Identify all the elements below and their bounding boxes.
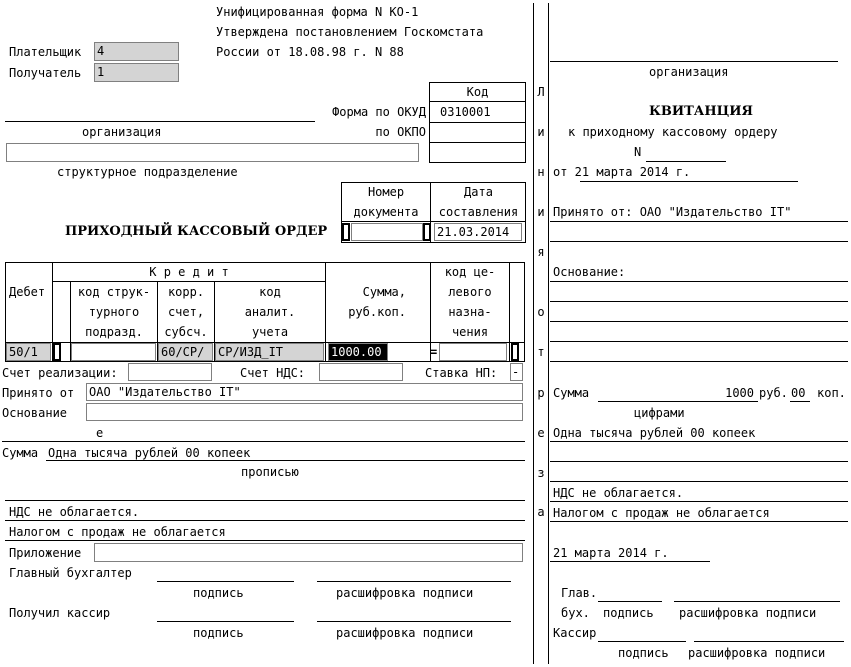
receiver-field[interactable]: 1: [94, 63, 179, 82]
code-struct-header-2: турного: [88, 305, 140, 319]
np-text: Налогом с продаж не облагается: [9, 525, 226, 539]
form-header-line2: Утверждена постановлением Госкомстата: [216, 25, 484, 39]
realization-account-input[interactable]: [128, 363, 212, 381]
debit-header: Дебет: [9, 285, 46, 299]
receipt-buh-label: бух.: [561, 606, 590, 620]
attachment-input[interactable]: [94, 543, 523, 562]
receipt-cashier-decode-label: расшифровка подписи: [688, 646, 826, 660]
receiver-label: Получатель: [9, 66, 82, 80]
nds-account-input[interactable]: [319, 363, 403, 381]
tear-letter-10: з: [537, 466, 545, 480]
basis-continuation: е: [96, 426, 104, 440]
sum-header-2: руб.коп.: [348, 305, 406, 319]
tear-letter-5: я: [537, 245, 545, 259]
tear-letter-7: т: [537, 345, 545, 359]
receipt-cashier-sign-label: подпись: [618, 646, 669, 660]
equals-sign: =: [430, 345, 438, 359]
chief-sign-label: подпись: [193, 586, 244, 600]
form-header-line1: Унифицированная форма N КО-1: [216, 5, 419, 19]
np-rate-label: Ставка НП:: [425, 366, 498, 380]
sum-input[interactable]: 1000.00: [328, 343, 388, 361]
cashier-decode-label: расшифровка подписи: [336, 626, 474, 640]
anal-header-2: аналит.: [244, 305, 296, 319]
basis-input[interactable]: [86, 403, 523, 421]
tear-line-right: [548, 3, 549, 664]
receipt-date: от 21 марта 2014 г.: [553, 165, 691, 179]
okpo-label: по ОКПО: [375, 125, 426, 139]
corr-header-3: субсч.: [164, 325, 208, 339]
credit-header: К р е д и т: [149, 265, 229, 279]
okud-value: 0310001: [440, 105, 491, 119]
cashier-sign-label: подпись: [193, 626, 244, 640]
code-struct-header-1: код струк-: [77, 285, 151, 299]
code-struct-header-3: подразд.: [85, 325, 143, 339]
accepted-from-label: Принято от: [2, 386, 75, 400]
purpose-header-1: код це-: [444, 265, 496, 279]
doc-date-header-2: составления: [438, 205, 519, 219]
tear-letter-3: н: [537, 165, 545, 179]
payer-label: Плательщик: [9, 45, 82, 59]
doc-number-header-2: документа: [353, 205, 419, 219]
tear-letter-6: о: [537, 305, 545, 319]
receipt-rub-label: руб.: [759, 386, 788, 400]
tear-letter-1: Л: [537, 85, 545, 99]
receipt-sum-in-words: Одна тысяча рублей 00 копеек: [553, 426, 756, 440]
structural-unit-label: структурное подразделение: [57, 165, 238, 179]
receipt-subtitle: к приходному кассовому ордеру: [568, 125, 778, 139]
receipt-cashier-label: Кассир: [553, 626, 597, 640]
chief-accountant-label: Главный бухгалтер: [9, 566, 132, 580]
tear-letter-11: а: [537, 505, 545, 519]
receipt-buh-decode-label: расшифровка подписи: [679, 606, 817, 620]
document-title: ПРИХОДНЫЙ КАССОВЫЙ ОРДЕР: [65, 224, 328, 239]
receipt-digits-label: цифрами: [634, 406, 685, 420]
receipt-sum-label: Сумма: [553, 386, 590, 400]
sum-header-1: Сумма,: [362, 285, 406, 299]
tear-letter-9: е: [537, 426, 545, 440]
cashier-label: Получил кассир: [9, 606, 111, 620]
structural-unit-input[interactable]: [6, 143, 419, 162]
sum-in-words: Одна тысяча рублей 00 копеек: [48, 446, 251, 460]
anal-header-1: код: [259, 285, 281, 299]
corr-header-2: счет,: [167, 305, 205, 319]
in-words-label: прописью: [241, 465, 299, 479]
payer-field[interactable]: 4: [94, 42, 179, 61]
purpose-header-4: чения: [451, 325, 489, 339]
receipt-np-text: Налогом с продаж не облагается: [553, 506, 770, 520]
codes-header: Код: [466, 85, 489, 99]
corr-header-1: корр.: [167, 285, 205, 299]
doc-date-input[interactable]: 21.03.2014: [434, 223, 522, 241]
receipt-accepted-from: Принято от: ОАО "Издательство IT": [553, 205, 792, 219]
realization-account-label: Счет реализации:: [2, 366, 118, 380]
purpose-code-input[interactable]: [439, 343, 507, 361]
receipt-date-bottom: 21 марта 2014 г.: [553, 546, 669, 560]
anal-code-input[interactable]: СР/ИЗД_IT: [215, 343, 324, 361]
receipt-buh-sign-label: подпись: [603, 606, 654, 620]
doc-date-header-1: Дата: [464, 185, 493, 199]
doc-number-input[interactable]: [351, 223, 423, 241]
chief-decode-label: расшифровка подписи: [336, 586, 474, 600]
receipt-sum-rub: 1000: [725, 386, 754, 400]
tear-line-left: [533, 3, 534, 664]
organization-label: организация: [82, 125, 162, 139]
tear-letter-8: р: [537, 386, 545, 400]
purpose-header-2: левого: [448, 285, 492, 299]
receipt-nds-text: НДС не облагается.: [553, 486, 684, 500]
receipt-basis-label: Основание:: [553, 265, 626, 279]
receipt-org-label: организация: [649, 65, 729, 79]
nds-account-label: Счет НДС:: [240, 366, 306, 380]
basis-label: Основание: [2, 406, 68, 420]
receipt-glav-label: Глав.: [561, 586, 598, 600]
okud-label: Форма по ОКУД: [332, 105, 426, 119]
np-rate-input[interactable]: -: [510, 363, 523, 381]
receipt-kop-label: коп.: [817, 386, 846, 400]
attachment-label: Приложение: [9, 546, 82, 560]
sum-label: Сумма: [2, 446, 39, 460]
code-struct-input[interactable]: [71, 343, 156, 361]
debit-input[interactable]: 50/1: [6, 343, 51, 361]
receipt-sum-kop: 00: [791, 386, 806, 400]
corr-account-input[interactable]: 60/СР/: [158, 343, 213, 361]
tear-letter-2: и: [537, 125, 545, 139]
receipt-title: КВИТАНЦИЯ: [649, 104, 753, 119]
anal-header-3: учета: [251, 325, 289, 339]
receipt-n-label: N: [634, 145, 642, 159]
purpose-header-3: назна-: [448, 305, 492, 319]
accepted-from-input[interactable]: ОАО "Издательство IT": [86, 383, 523, 401]
tear-letter-4: и: [537, 205, 545, 219]
form-header-line3: России от 18.08.98 г. N 88: [216, 45, 404, 59]
doc-number-header-1: Номер: [367, 185, 405, 199]
nds-text: НДС не облагается.: [9, 505, 140, 519]
